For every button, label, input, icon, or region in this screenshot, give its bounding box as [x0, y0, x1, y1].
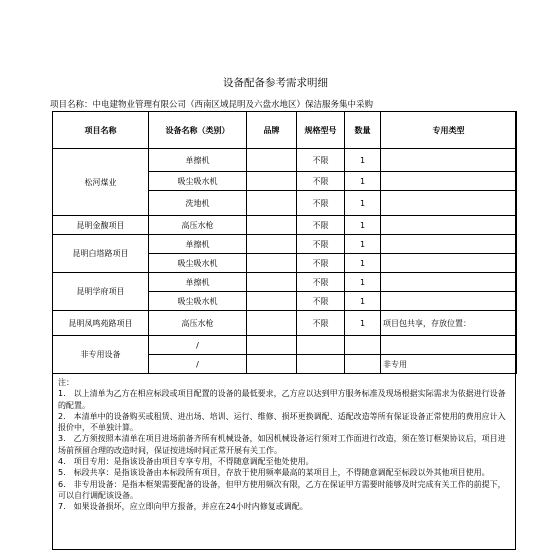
spec-cell: 不限 — [297, 216, 345, 235]
notes-heading: 注： — [58, 378, 74, 387]
brand-cell — [247, 311, 297, 336]
project-cell: 松河煤业 — [53, 149, 149, 216]
table-row — [53, 149, 517, 172]
notes-section — [52, 372, 516, 550]
header-row — [53, 112, 517, 149]
project-cell: 昆明白塔路项目 — [53, 235, 149, 273]
table-row — [53, 216, 517, 235]
type-cell — [381, 172, 517, 191]
qty-cell: 1 — [345, 292, 381, 311]
spec-cell — [297, 336, 345, 355]
spec-cell: 不限 — [297, 273, 345, 292]
project-cell: 昆明凤鸣苑路项目 — [53, 311, 149, 336]
table-row — [53, 311, 517, 336]
type-cell: 非专用 — [381, 355, 517, 374]
note-item: 5. 标段共享：是指该设备由本标段所有项目，存放于使用频率最高的某项目上，不得随意调配至标段以外其他项目使用。 — [58, 468, 490, 478]
spec-cell: 不限 — [297, 292, 345, 311]
device-cell: 单擦机 — [149, 149, 247, 172]
device-cell: 单擦机 — [149, 273, 247, 292]
note-item: 7. 如果设备损坏，应立即向甲方报备，并应在24小时内修复或调配。 — [58, 502, 308, 512]
qty-cell: 1 — [345, 273, 381, 292]
header-device: 设备名称（类别） — [149, 112, 247, 149]
brand-cell — [247, 254, 297, 273]
qty-cell — [345, 355, 381, 374]
qty-cell: 1 — [345, 254, 381, 273]
type-cell — [381, 191, 517, 216]
qty-cell: 1 — [345, 216, 381, 235]
brand-cell — [247, 235, 297, 254]
brand-cell — [247, 172, 297, 191]
table-row — [53, 273, 517, 292]
device-cell: / — [149, 355, 247, 374]
qty-cell: 1 — [345, 149, 381, 172]
brand-cell — [247, 355, 297, 374]
note-item: 3. 乙方须按照本清单在项目进场前备齐所有机械设备，如因机械设备运行须对工作面进行改造，须在签订框架协议后，项目进场前预留合理的改造时间，保证按进场时间正常开展有关工作。 — [58, 434, 506, 455]
brand-cell — [247, 216, 297, 235]
qty-cell: 1 — [345, 172, 381, 191]
qty-cell — [345, 336, 381, 355]
spec-cell: 不限 — [297, 235, 345, 254]
project-cell: 昆明学府项目 — [53, 273, 149, 311]
table-row — [53, 235, 517, 254]
equipment-table — [52, 111, 517, 374]
header-brand: 品牌 — [247, 112, 297, 149]
project-cell: 昆明金馥项目 — [53, 216, 149, 235]
brand-cell — [247, 191, 297, 216]
spec-cell — [297, 355, 345, 374]
type-cell — [381, 216, 517, 235]
type-cell — [381, 254, 517, 273]
device-cell: 高压水枪 — [149, 311, 247, 336]
brand-cell — [247, 292, 297, 311]
device-cell: 吸尘吸水机 — [149, 292, 247, 311]
device-cell: 吸尘吸水机 — [149, 254, 247, 273]
device-cell: 吸尘吸水机 — [149, 172, 247, 191]
spec-cell: 不限 — [297, 172, 345, 191]
qty-cell: 1 — [345, 235, 381, 254]
brand-cell — [247, 336, 297, 355]
table-row — [53, 336, 517, 355]
device-cell: / — [149, 336, 247, 355]
note-item: 1. 以上清单为乙方在相应标段或项目配置的设备的最低要求，乙方应以达到甲方服务标准及现场根据实际需求为依据进行设备的配置。 — [58, 389, 506, 410]
type-cell — [381, 235, 517, 254]
type-cell — [381, 292, 517, 311]
brand-cell — [247, 273, 297, 292]
spec-cell: 不限 — [297, 311, 345, 336]
device-cell: 洗地机 — [149, 191, 247, 216]
device-cell: 单擦机 — [149, 235, 247, 254]
note-item: 2. 本清单中的设备购买或租赁、进出场、培训、运行、维修、损坏更换调配、适配改造等所有保证设备正常使用的费用应计入报价中，不单独计算。 — [58, 411, 506, 433]
header-spec: 规格型号 — [297, 112, 345, 149]
document-title: 设备配备参考需求明细 — [223, 77, 328, 89]
header-type: 专用类型 — [381, 112, 517, 149]
header-qty: 数量 — [345, 112, 381, 149]
qty-cell: 1 — [345, 191, 381, 216]
type-cell — [381, 336, 517, 355]
spec-cell: 不限 — [297, 149, 345, 172]
spec-cell: 不限 — [297, 254, 345, 273]
note-item: 6. 非专用设备：是指本框架需要配备的设备，但甲方使用频次有限，乙方在保证甲方需要时能够及时完成有关工作的前提下，可以自行调配该设备。 — [58, 479, 506, 500]
type-cell: 项目包共享，存放位置： — [381, 311, 517, 336]
project-cell: 非专用设备 — [53, 336, 149, 374]
type-cell — [381, 149, 517, 172]
header-project: 项目名称 — [53, 112, 149, 149]
device-cell: 高压水枪 — [149, 216, 247, 235]
qty-cell: 1 — [345, 311, 381, 336]
type-cell — [381, 273, 517, 292]
brand-cell — [247, 149, 297, 172]
spec-cell: 不限 — [297, 191, 345, 216]
project-name: 项目名称：中电建物业管理有限公司（西南区域昆明及六盘水地区）保洁服务集中采购 — [50, 100, 374, 110]
note-item: 4. 项目专用：是指该设备由项目专享专用，不得随意调配至他处使用。 — [58, 457, 314, 467]
